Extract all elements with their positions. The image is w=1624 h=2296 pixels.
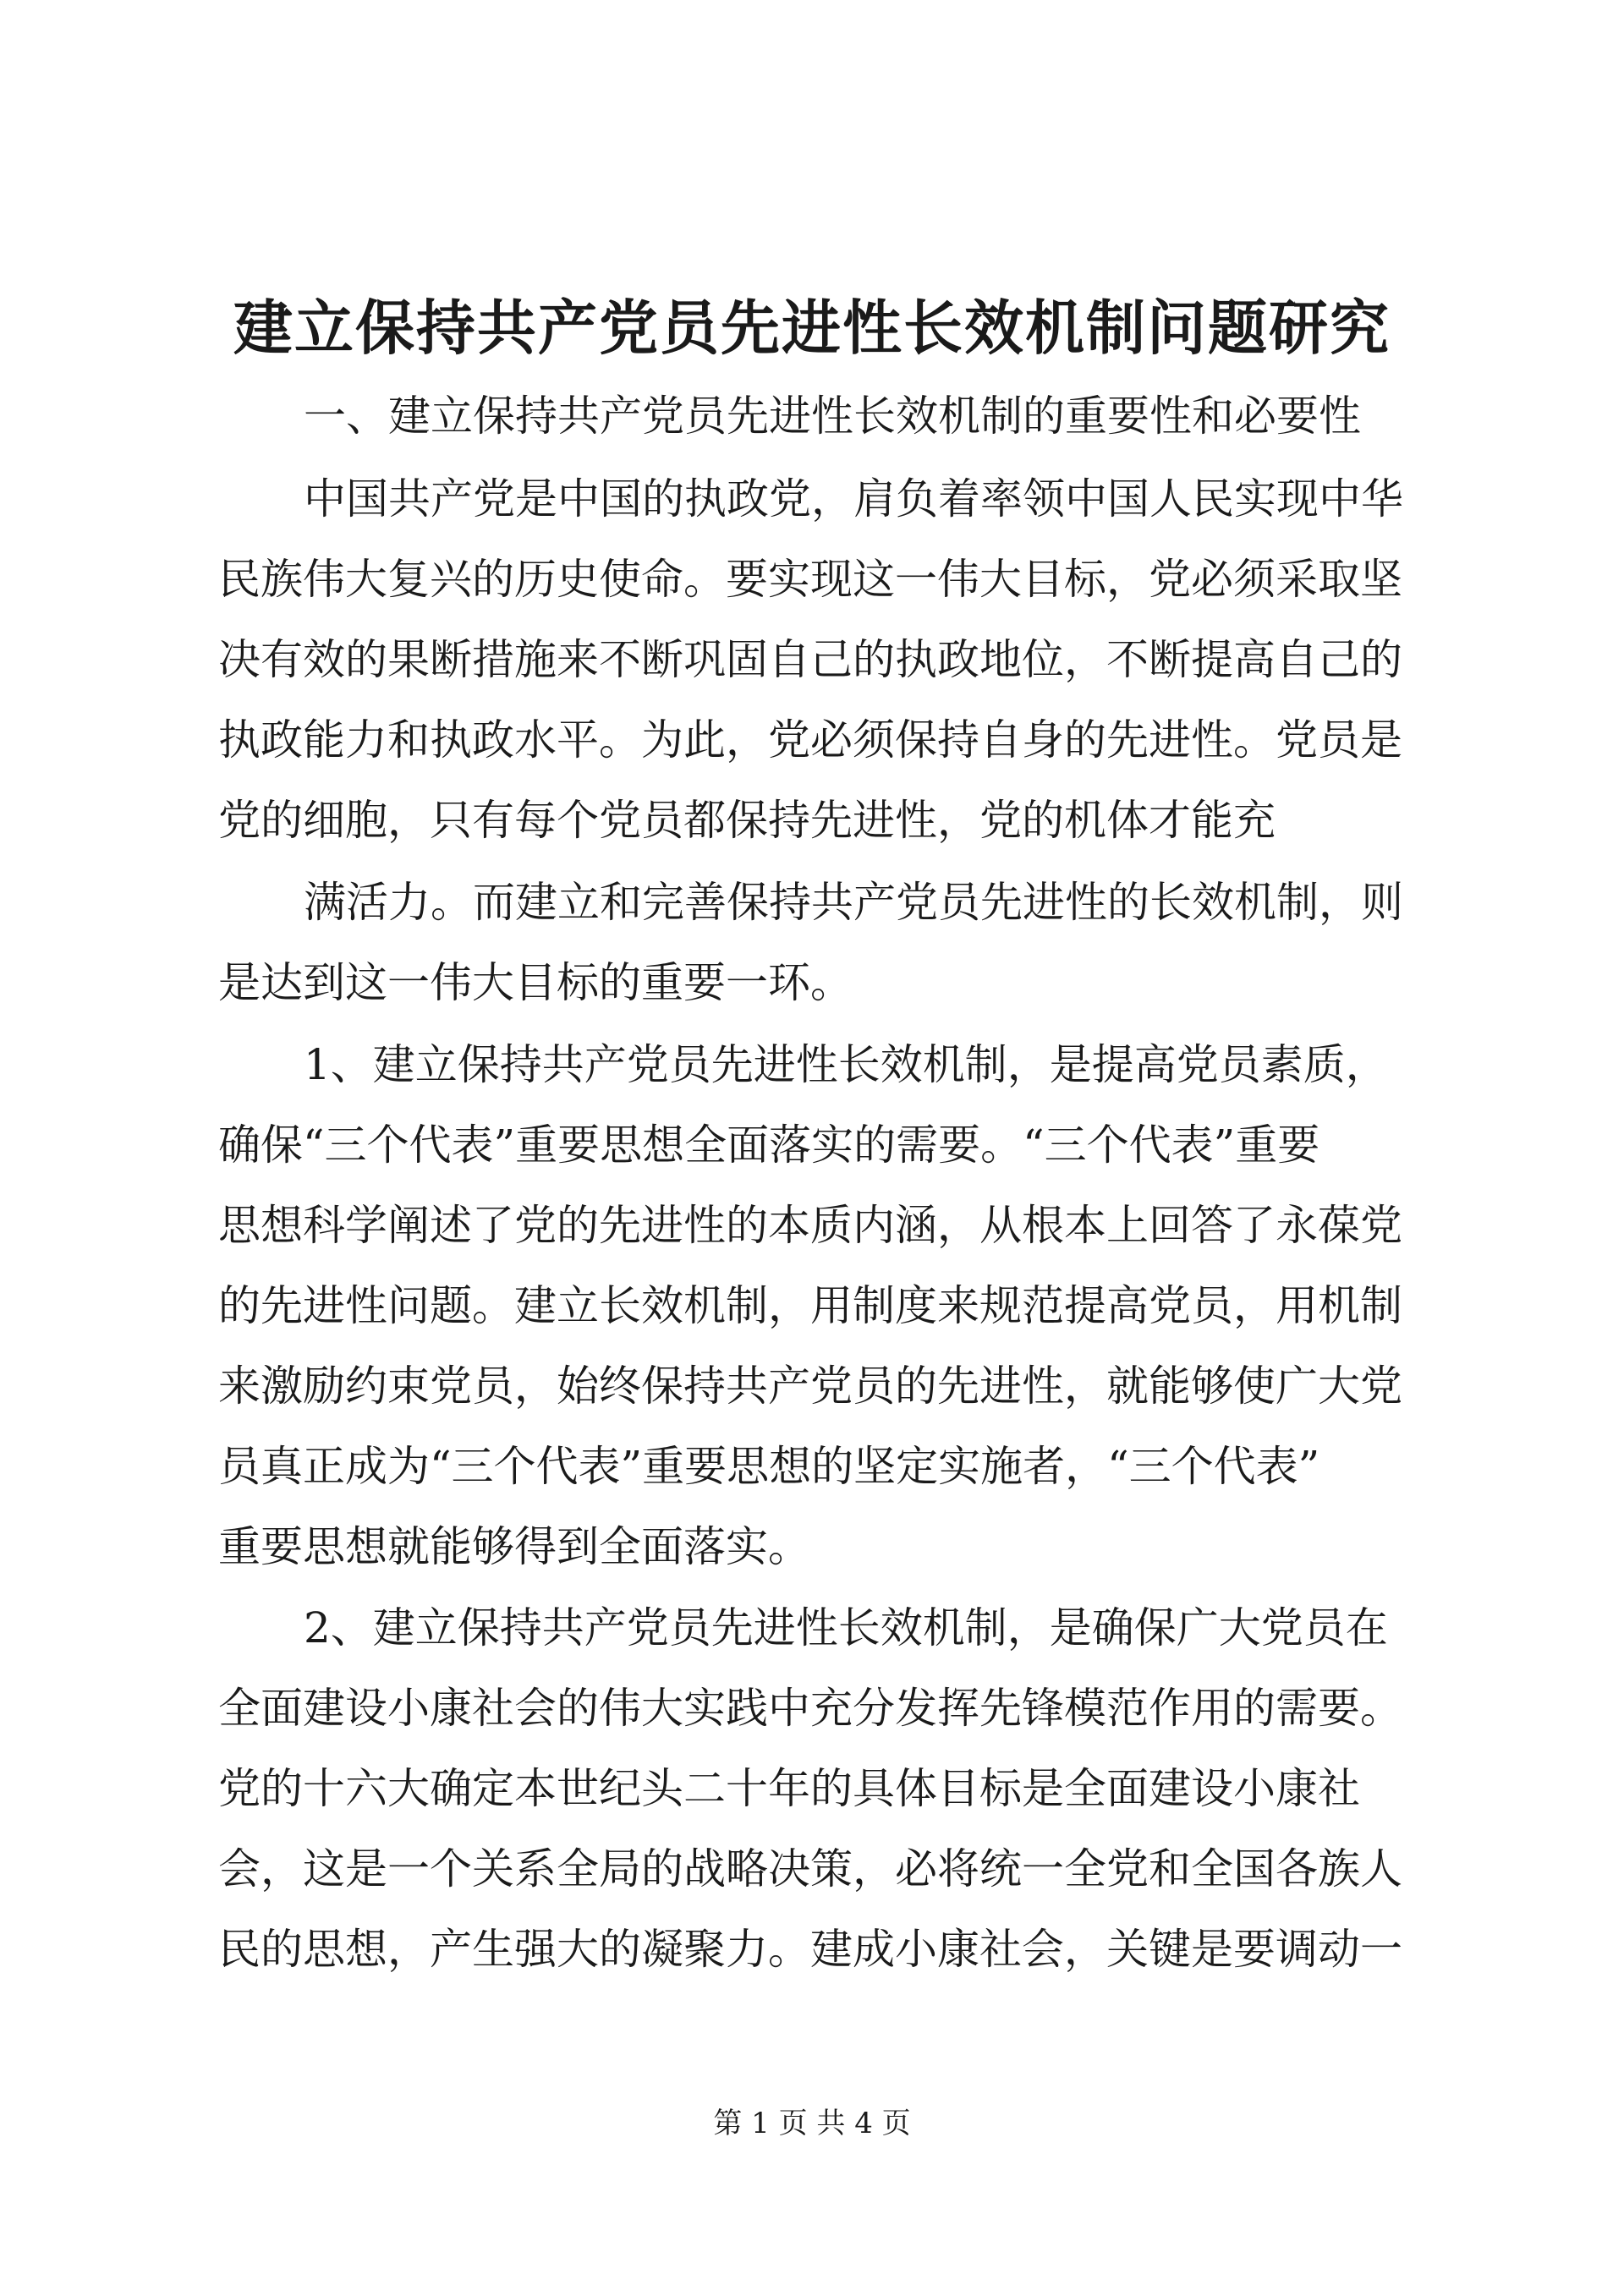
paragraph-line: 党的细胞，只有每个党员都保持先进性，党的机体才能充 — [218, 796, 1276, 845]
paragraph-line: 1、建立保持共产党员先进性长效机制，是提高党员素质， — [304, 1040, 1388, 1089]
paragraph-line: 中国共产党是中国的执政党，肩负着率领中国人民实现中华 — [304, 474, 1403, 523]
paragraph-line: 2、建立保持共产党员先进性长效机制，是确保广大党员在 — [304, 1603, 1388, 1652]
paragraph-line: 是达到这一伟大目标的重要一环。 — [218, 958, 853, 1007]
paragraph-line: 全面建设小康社会的伟大实践中充分发挥先锋模范作用的需要。 — [218, 1684, 1402, 1733]
paragraph-line: 员真正成为“三个代表”重要思想的坚定实施者，“三个代表” — [218, 1442, 1320, 1491]
section-heading: 一、建立保持共产党员先进性长效机制的重要性和必要性 — [304, 392, 1361, 441]
paragraph-line: 执政能力和执政水平。为此，党必须保持自身的先进性。党员是 — [218, 715, 1402, 764]
paragraph-line: 的先进性问题。建立长效机制，用制度来规范提高党员，用机制 — [218, 1281, 1402, 1330]
paragraph-line: 会，这是一个关系全局的战略决策，必将统一全党和全国各族人 — [218, 1844, 1402, 1893]
paragraph-line: 满活力。而建立和完善保持共产党员先进性的长效机制，则 — [304, 878, 1403, 927]
page-number: 第 1 页 共 4 页 — [713, 2107, 911, 2140]
paragraph-line: 民族伟大复兴的历史使命。要实现这一伟大目标，党必须采取坚 — [218, 555, 1402, 604]
document-title: 建立保持共产党员先进性长效机制问题研究 — [233, 293, 1391, 363]
paragraph-line: 思想科学阐述了党的先进性的本质内涵，从根本上回答了永葆党 — [218, 1201, 1402, 1250]
paragraph-line: 重要思想就能够得到全面落实。 — [218, 1522, 810, 1571]
paragraph-line: 党的十六大确定本世纪头二十年的具体目标是全面建设小康社 — [218, 1764, 1360, 1813]
paragraph-line: 确保“三个代表”重要思想全面落实的需要。“三个代表”重要 — [218, 1121, 1320, 1170]
paragraph-line: 决有效的果断措施来不断巩固自己的执政地位，不断提高自己的 — [218, 635, 1402, 684]
paragraph-line: 民的思想，产生强大的凝聚力。建成小康社会，关键是要调动一 — [218, 1925, 1402, 1974]
paragraph-line: 来激励约束党员，始终保持共产党员的先进性，就能够使广大党 — [218, 1362, 1402, 1411]
